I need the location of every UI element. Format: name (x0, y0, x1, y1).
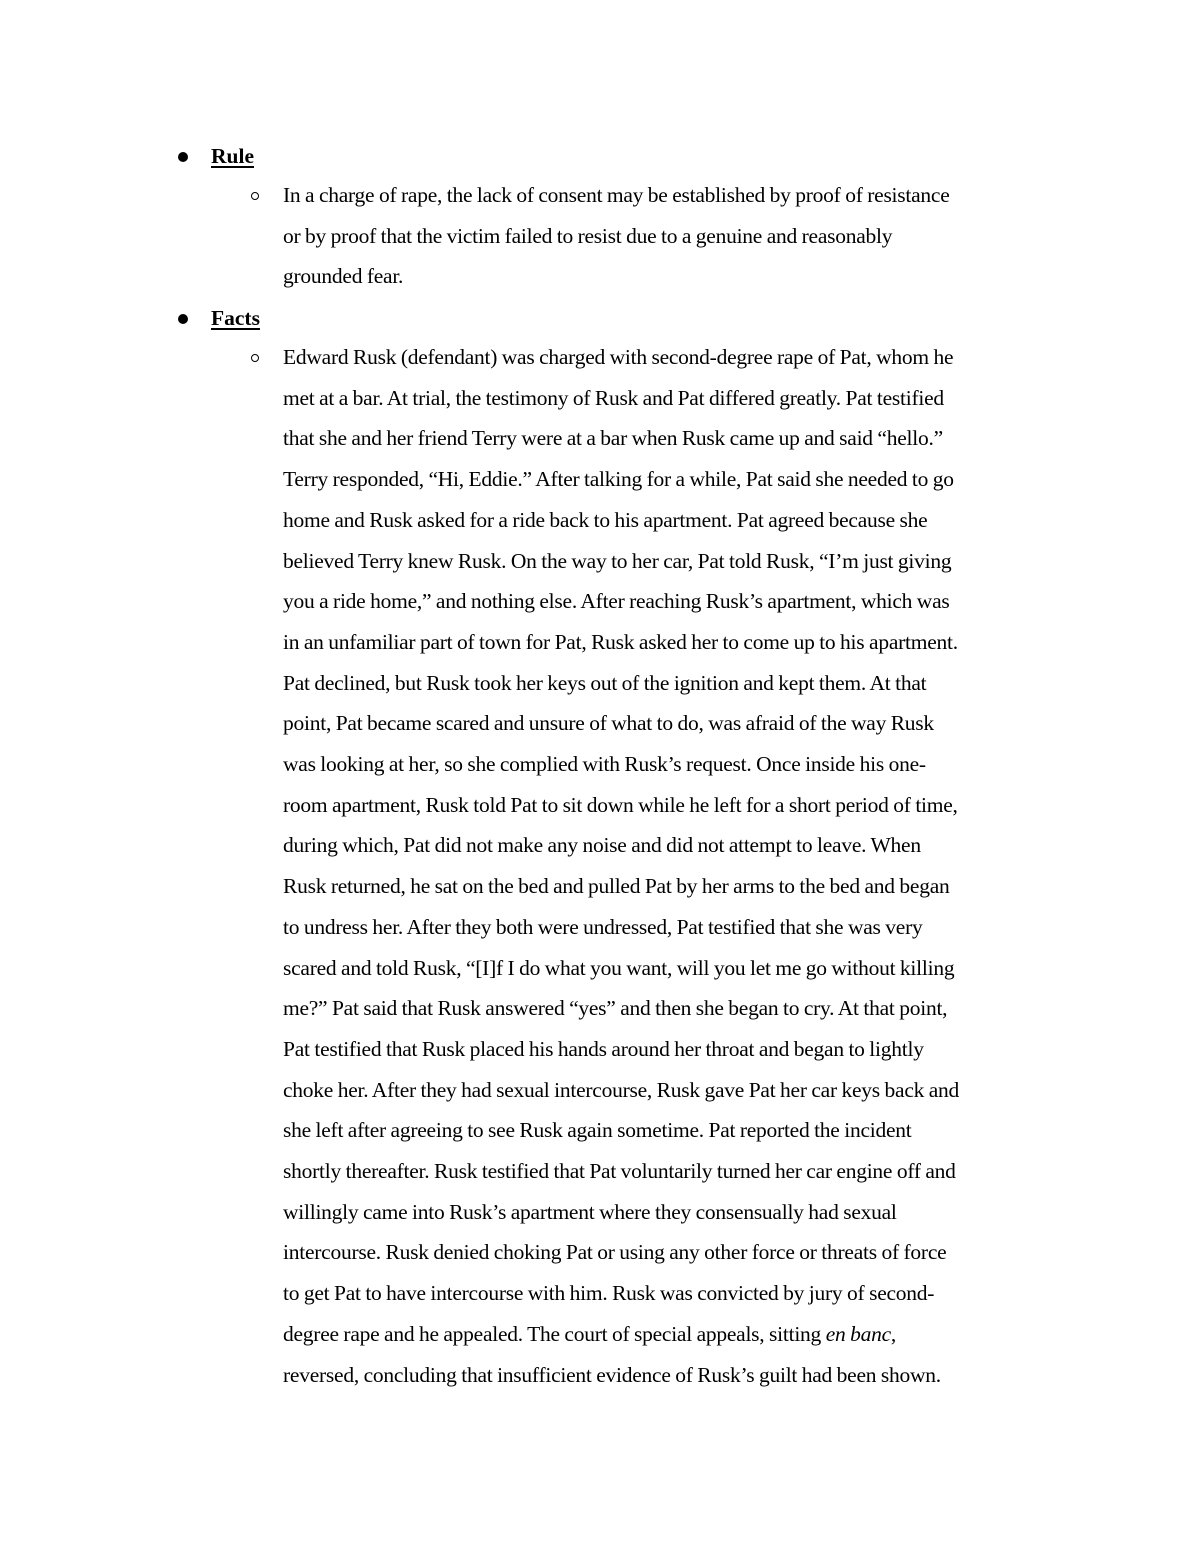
bullet-circle-icon (251, 354, 259, 362)
bullet-disc-icon (178, 314, 188, 324)
facts-line: Pat testified that Rusk placed his hands around her throat and began to lightly (283, 1036, 924, 1061)
facts-line-text: , (890, 1321, 897, 1346)
facts-line: home and Rusk asked for a ride back to his apartment. Pat agreed because she (283, 507, 928, 532)
facts-line: that she and her friend Terry were at a bar when Rusk came up and said “hello.” (283, 426, 943, 451)
bullet-circle-icon (251, 192, 259, 200)
rule-line: grounded fear. (283, 264, 404, 289)
facts-line (283, 1314, 1058, 1355)
facts-line: intercourse. Rusk denied choking Pat or using any other force or threats of force (283, 1240, 947, 1265)
facts-line: shortly thereafter. Rusk testified that Pat voluntarily turned her car engine off and (283, 1159, 956, 1184)
rule-line: or by proof that the victim failed to resist due to a genuine and reasonably (283, 223, 893, 248)
facts-line: choke her. After they had sexual intercourse, Rusk gave Pat her car keys back and (283, 1077, 960, 1102)
facts-line: was looking at her, so she complied with Rusk’s request. Once inside his one- (283, 752, 926, 777)
facts-line: Edward Rusk (defendant) was charged with second-degree rape of Pat, whom he (283, 345, 954, 369)
facts-line: room apartment, Rusk told Pat to sit down while he left for a short period of time, (283, 792, 958, 817)
rule-heading-row (0, 137, 1200, 177)
facts-line: to undress her. After they both were undressed, Pat testified that she was very (283, 914, 923, 939)
facts-line: scared and told Rusk, “[I]f I do what you want, will you let me go without killing (283, 955, 955, 980)
facts-line: during which, Pat did not make any noise and did not attempt to leave. When (283, 833, 921, 858)
facts-line: believed Terry knew Rusk. On the way to her car, Pat told Rusk, “I’m just giving (283, 548, 952, 573)
facts-line: Pat declined, but Rusk took her keys out of the ignition and kept them. At that (283, 670, 927, 695)
facts-line: to get Pat to have intercourse with him. Rusk was convicted by jury of second- (283, 1281, 935, 1306)
facts-heading: Facts (211, 306, 260, 330)
facts-line: willingly came into Rusk’s apartment where they consensually had sexual (283, 1199, 897, 1224)
facts-line: met at a bar. At trial, the testimony of Rusk and Pat differed greatly. Pat testified (283, 385, 944, 410)
facts-line: she left after agreeing to see Rusk again sometime. Pat reported the incident (283, 1118, 912, 1143)
facts-line: me?” Pat said that Rusk answered “yes” and then she began to cry. At that point, (283, 996, 948, 1021)
facts-line-text: degree rape and he appealed. The court of special appeals, sitting (283, 1321, 826, 1346)
facts-line: reversed, concluding that insufficient evidence of Rusk’s guilt had been shown. (283, 1362, 941, 1387)
bullet-disc-icon (178, 152, 188, 162)
facts-paragraph (283, 337, 1058, 1395)
facts-line: Terry responded, “Hi, Eddie.” After talking for a while, Pat said she needed to go (283, 467, 954, 492)
facts-line: you a ride home,” and nothing else. After reaching Rusk’s apartment, which was (283, 589, 950, 614)
rule-line: In a charge of rape, the lack of consent may be established by proof of resistance (283, 183, 950, 207)
facts-italic-phrase: en banc (825, 1321, 891, 1346)
facts-line: in an unfamiliar part of town for Pat, Rusk asked her to come up to his apartment. (283, 629, 958, 654)
rule-paragraph (283, 175, 1058, 297)
rule-heading: Rule (211, 144, 254, 168)
facts-line: Rusk returned, he sat on the bed and pulled Pat by her arms to the bed and began (283, 874, 950, 899)
facts-heading-row (0, 299, 1200, 339)
facts-line: point, Pat became scared and unsure of what to do, was afraid of the way Rusk (283, 711, 934, 736)
